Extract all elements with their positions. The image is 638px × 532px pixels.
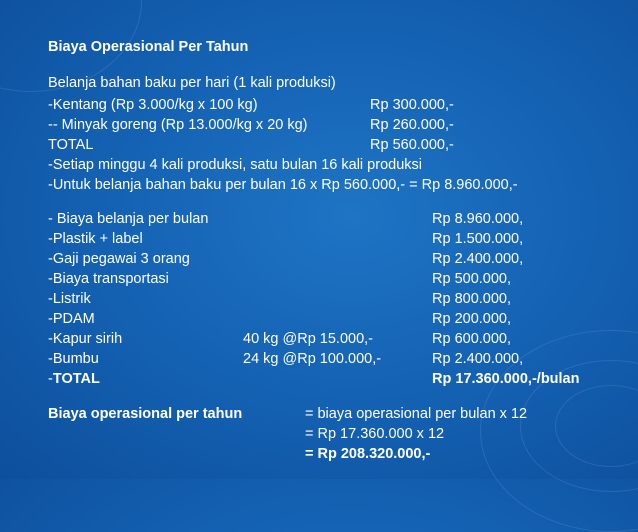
monthly-total-prefix: - <box>48 371 53 387</box>
monthly-item-label: -Gaji pegawai 3 orang <box>48 251 190 267</box>
annual-formula: = biaya operasional per bulan x 12 <box>305 406 528 422</box>
monthly-item-amount: Rp 500.000, <box>432 271 512 287</box>
monthly-item-label: -Plastik + label <box>48 231 143 247</box>
monthly-item-amount: Rp 8.960.000, <box>432 211 524 227</box>
note-text: -Untuk belanja bahan baku per bulan 16 x Rp 560.000,- = Rp 8.960.000,- <box>48 177 518 193</box>
daily-item-amount: Rp 300.000,- <box>370 97 454 113</box>
monthly-item-label: -PDAM <box>48 311 95 327</box>
monthly-item-amount: Rp 2.400.000, <box>432 351 524 367</box>
daily-item-amount: Rp 260.000,- <box>370 117 454 133</box>
annual-label: Biaya operasional per tahun <box>48 406 243 422</box>
monthly-item-label: -Kapur sirih <box>48 331 123 347</box>
monthly-item-label: - Biaya belanja per bulan <box>48 211 209 227</box>
daily-total-amount: Rp 560.000,- <box>370 137 454 153</box>
daily-item-label: -- Minyak goreng (Rp 13.000/kg x 20 kg) <box>48 117 308 133</box>
monthly-item-amount: Rp 2.400.000, <box>432 251 524 267</box>
monthly-item-amount: Rp 1.500.000, <box>432 231 524 247</box>
monthly-item-label: -Bumbu <box>48 351 99 367</box>
monthly-total-label <box>48 370 100 388</box>
annual-calculation: = Rp 17.360.000 x 12 <box>305 426 445 442</box>
daily-item-label: -Kentang (Rp 3.000/kg x 100 kg) <box>48 97 258 113</box>
note-text: -Setiap minggu 4 kali produksi, satu bulan 16 kali produksi <box>48 157 422 173</box>
monthly-total-text: TOTAL <box>52 371 100 387</box>
monthly-item-label: -Biaya transportasi <box>48 271 169 287</box>
monthly-item-amount: Rp 800.000, <box>432 291 512 307</box>
monthly-item-detail: 40 kg @Rp 15.000,- <box>243 331 373 347</box>
annual-result: = Rp 208.320.000,- <box>305 446 431 462</box>
monthly-item-amount: Rp 600.000, <box>432 331 512 347</box>
monthly-total-amount: Rp 17.360.000,-/bulan <box>432 371 580 387</box>
daily-total-label: TOTAL <box>48 137 94 153</box>
monthly-item-amount: Rp 200.000, <box>432 311 512 327</box>
monthly-item-detail: 24 kg @Rp 100.000,- <box>243 351 382 367</box>
slide-title: Biaya Operasional Per Tahun <box>48 39 249 55</box>
monthly-item-label: -Listrik <box>48 291 91 307</box>
intro-text: Belanja bahan baku per hari (1 kali produksi) <box>48 75 336 91</box>
